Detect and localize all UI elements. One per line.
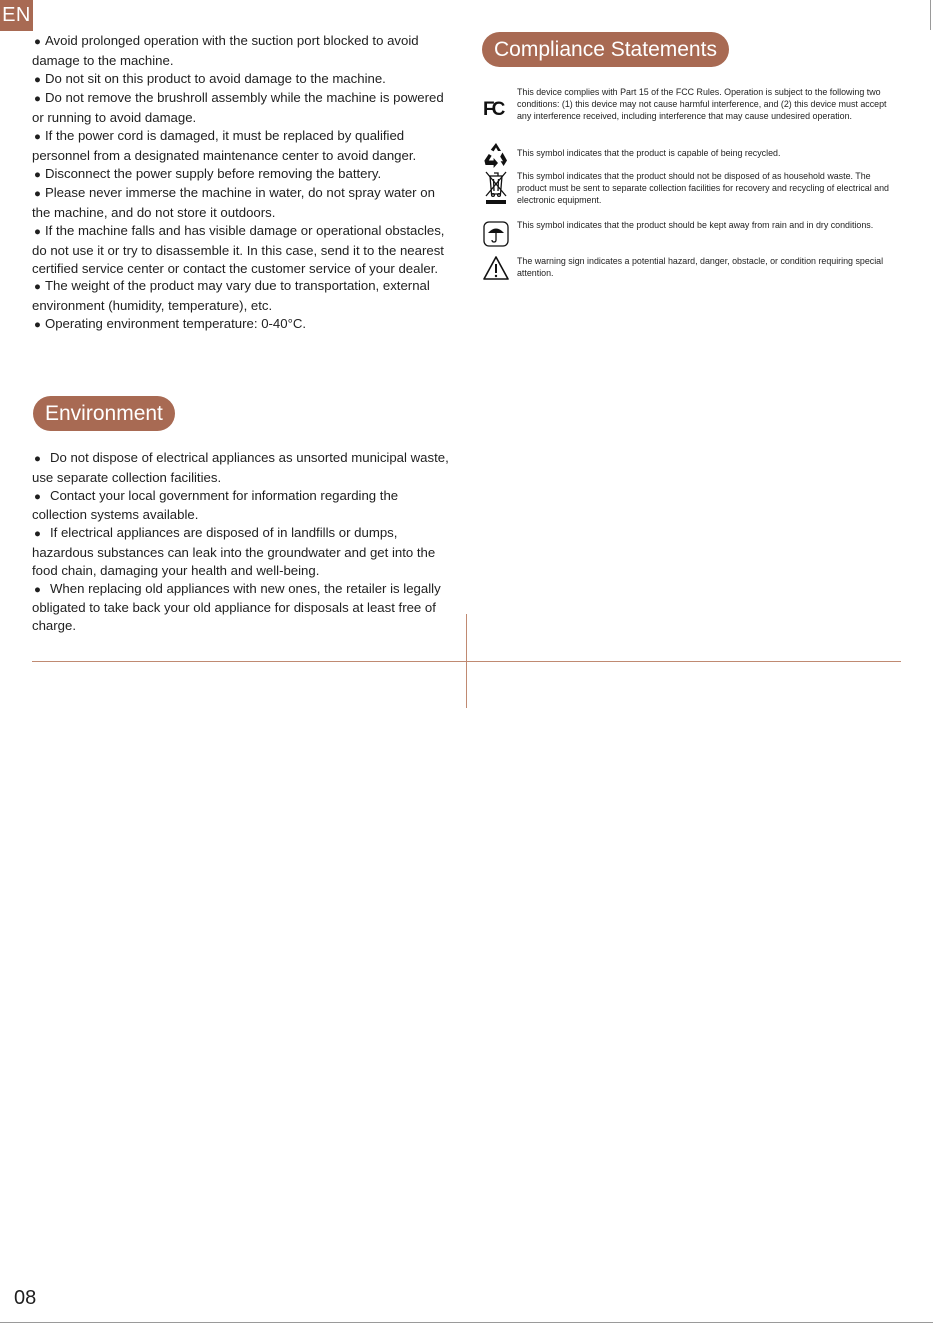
- safety-bullet: ● Do not remove the brushroll assembly while the machine is powered or running to avoid damage.: [32, 89, 452, 127]
- keep-dry-umbrella-icon: [481, 219, 511, 249]
- compliance-text: This symbol indicates that the product should be kept away from rain and in dry conditions.: [517, 220, 874, 230]
- page-number: 08: [14, 1287, 37, 1309]
- compliance-text: This device complies with Part 15 of the FCC Rules. Operation is subject to the following two conditions: (1) this device may not cause harmful interference, and (2) this device must accept any interference received, including interference that may cause undesired operation.: [517, 87, 887, 122]
- recycle-icon: [481, 141, 511, 171]
- warning-triangle-icon: [481, 254, 511, 284]
- environment-bullet: ● If electrical appliances are disposed of in landfills or dumps, hazardous substances can leak into the groundwater and get into the food chain, damaging your health and well-being.: [32, 524, 452, 579]
- environment-bullet: ● Contact your local government for information regarding the collection systems available.: [32, 487, 452, 525]
- compliance-heading: Compliance Statements: [482, 32, 729, 67]
- fcc-logo-icon: FC: [483, 99, 503, 120]
- safety-bullet: ● Disconnect the power supply before removing the battery.: [32, 165, 452, 185]
- safety-bullet: ● If the machine falls and has visible damage or operational obstacles, do not use it or try to disassemble it. In this case, send it to the nearest certified service center or contact the customer service of your dealer.: [32, 222, 452, 277]
- compliance-text: This symbol indicates that the product is capable of being recycled.: [517, 148, 781, 158]
- safety-bullet: ● If the power cord is damaged, it must be replaced by qualified personnel from a designated maintenance center to avoid danger.: [32, 127, 452, 165]
- compliance-text: The warning sign indicates a potential hazard, danger, obstacle, or condition requiring special attention.: [517, 256, 884, 279]
- safety-bullet: ● Please never immerse the machine in water, do not spray water on the machine, and do not store it outdoors.: [32, 184, 452, 222]
- safety-bullet: ● Avoid prolonged operation with the suction port blocked to avoid damage to the machine.: [32, 32, 452, 70]
- divider-horizontal: [32, 661, 901, 662]
- environment-bullet: ● Do not dispose of electrical appliances as unsorted municipal waste, use separate collection facilities.: [32, 449, 452, 487]
- environment-bullet-list: [32, 449, 452, 635]
- environment-bullet: ● When replacing old appliances with new ones, the retailer is legally obligated to take back your old appliance for disposals at least free of charge.: [32, 580, 452, 635]
- safety-bullet: ● Operating environment temperature: 0-40°C.: [32, 315, 452, 335]
- environment-heading: Environment: [33, 396, 175, 431]
- compliance-text: This symbol indicates that the product should not be disposed of as household waste. The product must be sent to separate collection facilities for recovery and recycling of electrical and electronic equipment.: [517, 171, 889, 206]
- crossed-bin-icon: [481, 170, 511, 208]
- safety-bullet: ● The weight of the product may vary due to transportation, external environment (humidity, temperature), etc.: [32, 277, 452, 315]
- safety-bullet-list: [32, 32, 452, 335]
- language-tag: EN: [0, 0, 33, 31]
- bottom-rule: [0, 1322, 933, 1323]
- safety-bullet: ● Do not sit on this product to avoid damage to the machine.: [32, 70, 452, 90]
- edge-rule: [930, 0, 931, 30]
